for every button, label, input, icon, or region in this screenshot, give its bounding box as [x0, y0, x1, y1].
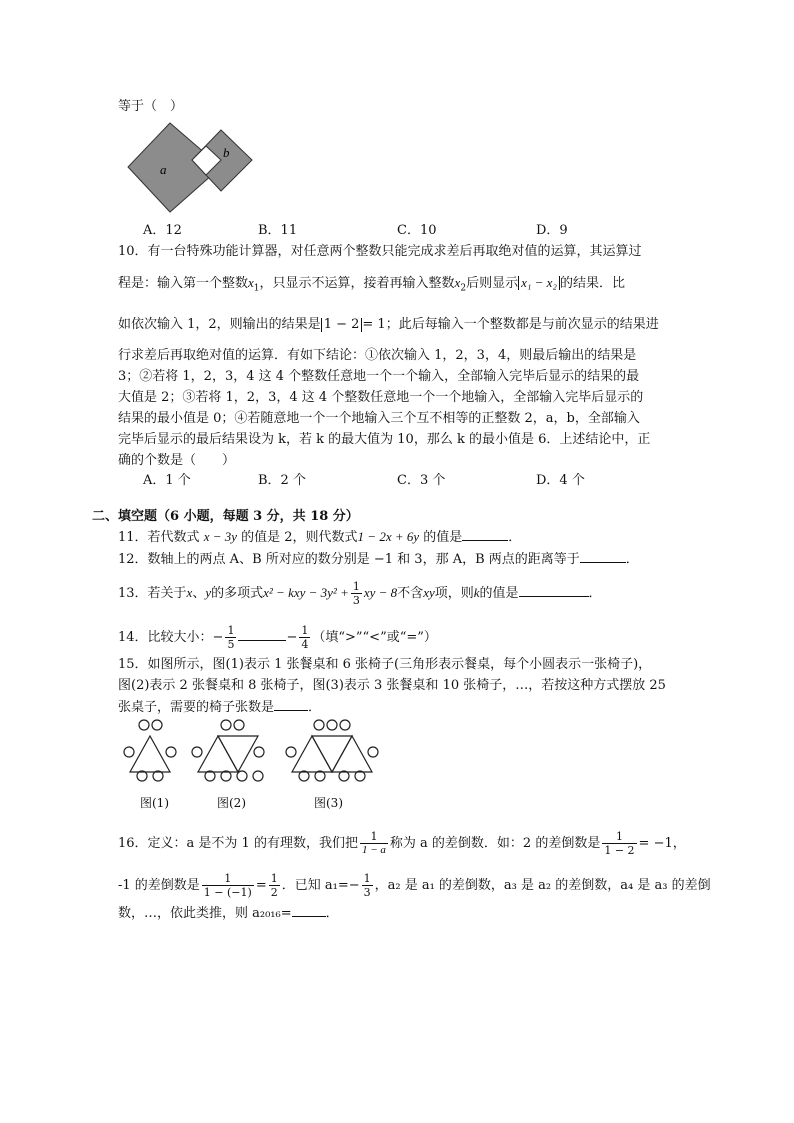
q13-text: 13．若关于x、y的多项式x² − kxy − 3y² + $\frac{1}{3}$ xy − 8不含xy项，则k的值是 ．: [118, 580, 602, 607]
q9-option-d: D．9: [536, 223, 568, 238]
q10-line-9: 确的个数是（ ）: [118, 453, 236, 468]
q9-option-a: A．12: [143, 223, 182, 238]
section-2-heading: 二、填空题（6 小题，每题 3 分，共 18 分）: [92, 509, 359, 524]
q15-caption-3: 图(3): [314, 796, 343, 810]
q15-caption-1: 图(1): [140, 796, 169, 810]
q16-line-2: -1 的差倒数是 $\frac{1}{1 - (-1)}$ = $\frac{1}{2}$ ．已知 a₁=− $\frac{1}{3}$ ，a₂ 是 a₁ 的差倒数，a₃ 是 a₂ 的差倒数，a₄ 是 a₃ 的差倒: [118, 872, 711, 899]
label-a: a: [160, 162, 167, 177]
q14-answer-blank: [238, 628, 286, 641]
q10-line-5: 3；②若将 1，2，3，4 这 4 个整数任意地一个一个输入，全部输入完毕后显示的结果的最: [118, 369, 640, 384]
abs-x1-x2: x₁ − x₂: [518, 276, 560, 290]
label-b: b: [223, 145, 230, 160]
fig3-table-3: [332, 736, 372, 772]
q9-squares-figure: [126, 120, 262, 216]
q10-line-2: 程是：输入第一个整数$x_1$，只显示不运算，接着再输入整数$x_2$后则显示 x₁ − x₂ 的结果．比: [118, 275, 625, 294]
q15-caption-2: 图(2): [217, 796, 246, 810]
q9-option-b: B．11: [258, 223, 298, 238]
q10-line-8: 完毕后显示的最后结果设为 k，若 k 的最大值为 10，那么 k 的最小值是 6．上述结论中，正: [118, 432, 651, 447]
q12-answer-blank: [580, 550, 626, 563]
q16-answer-blank: [292, 904, 326, 917]
fig3-table-2: [312, 736, 352, 772]
q10-line-6: 大值是 2；③若将 1，2，3，4 这 4 个整数任意地一个一个地输入，全部输入完毕后显示的: [118, 390, 644, 405]
q16-line-3: 数，…，依此类推，则 a₂₀₁₆= ．: [118, 906, 339, 921]
q10-option-d: D．4 个: [536, 473, 585, 488]
q10-option-a: A．1 个: [143, 473, 191, 488]
q15-tables-figure: [120, 714, 390, 784]
fig3-table-1: [292, 736, 332, 772]
q15-answer-blank: [274, 698, 308, 711]
q14-text: 14．比较大小：− $\frac{1}{5}$ − $\frac{1}{4}$ （填“>”“<”或“=”）: [118, 624, 437, 651]
q9-option-c: C．10: [397, 223, 437, 238]
q15-line-2: 图(2)表示 2 张餐桌和 8 张椅子，图(3)表示 3 张餐桌和 10 张椅子，…，若按这种方式摆放 25: [118, 678, 666, 693]
q10-option-b: B．2 个: [258, 473, 306, 488]
q10-option-c: C．3 个: [397, 473, 446, 488]
q16-line-1: 16．定义：a 是不为 1 的有理数，我们把 $\frac{1}{1 - a}$ 称为 a 的差倒数．如：2 的差倒数是 $\frac{1}{1 - 2}$ = −1，: [118, 830, 686, 857]
q13-answer-blank: [519, 584, 589, 597]
fig2-table-2: [218, 736, 258, 772]
q10-line-7: 结果的最小值是 0；④若随意地一个一个地输入三个互不相等的正整数 2，a，b，全部输入: [118, 411, 640, 426]
q10-line-4: 行求差后再取绝对值的运算．有如下结论：①依次输入 1，2，3，4，则最后输出的结果是: [118, 348, 637, 363]
fig1-table: [130, 736, 170, 772]
q15-line-1: 15．如图所示，图(1)表示 1 张餐桌和 6 张椅子(三角形表示餐桌，每个小圆表示一张椅子)，: [118, 657, 652, 672]
q15-line-3: 张桌子，需要的椅子张数是 ．: [118, 700, 322, 715]
q12-text: 12．数轴上的两点 A、B 所对应的数分别是 −1 和 3，那 A，B 两点的距离等于 ．: [118, 552, 639, 567]
fig2-table-1: [198, 736, 238, 772]
q10-line-1: 10．有一台特殊功能计算器，对任意两个整数只能完成求差后再取绝对值的运算，其运算过: [118, 244, 642, 259]
q10-line-3: 如依次输入 1，2，则输出的结果是 1 − 2 = 1；此后每输入一个整数都是与前次显示的结果进: [118, 317, 659, 332]
q11-answer-blank: [462, 528, 508, 541]
abs-1-2: 1 − 2: [321, 318, 363, 332]
q9-tail-text: 等于（ ）: [118, 99, 184, 114]
q11-text: 11．若代数式 x − 3y 的值是 2，则代数式1 − 2x + 6y 的值是 ．: [118, 529, 522, 545]
